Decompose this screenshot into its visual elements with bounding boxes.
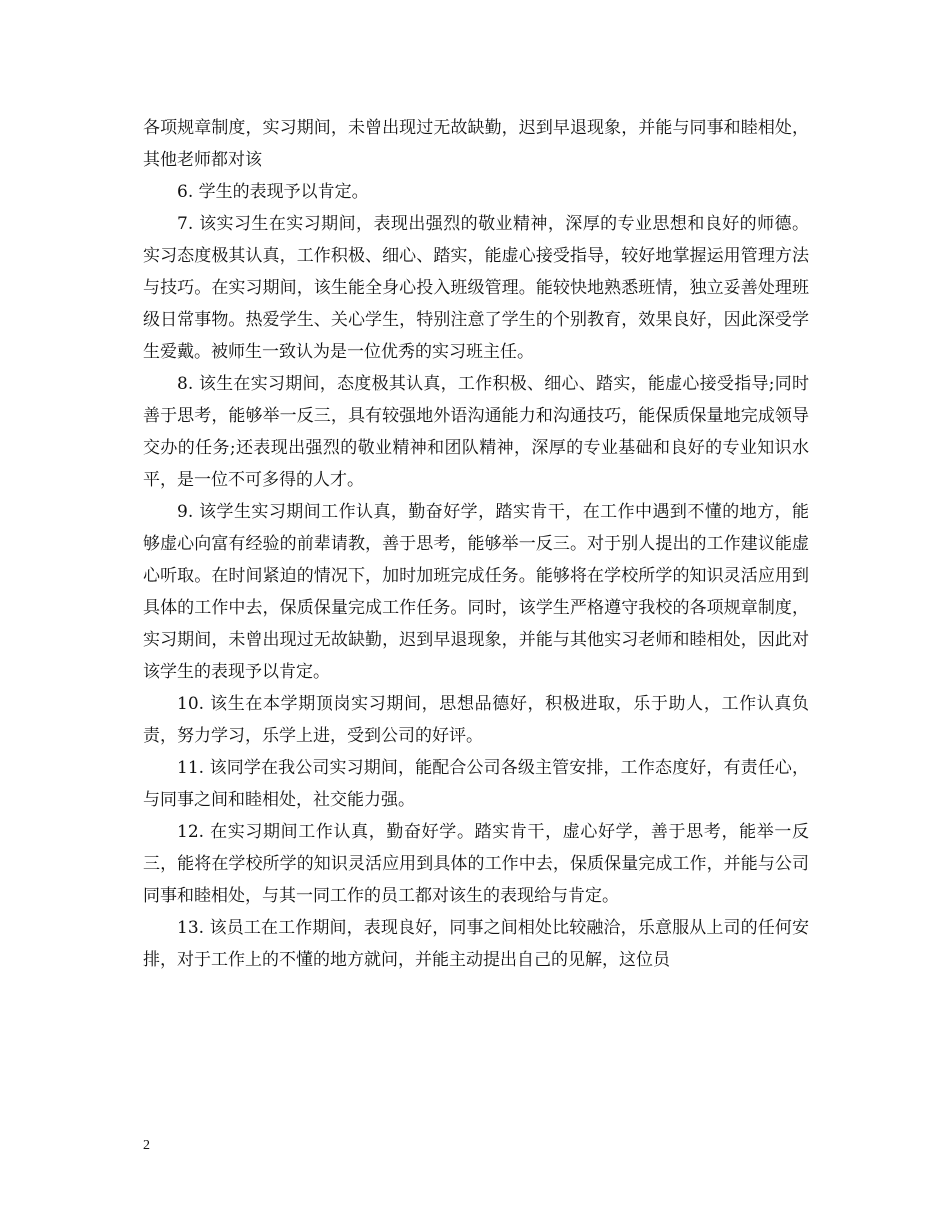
paragraph-12: 12. 在实习期间工作认真，勤奋好学。踏实肯干，虚心好学，善于思考，能举一反三，能将在学校所学的知识灵活应用到具体的工作中去，保质保量完成工作，并能与公司同事和睦相处，与其一同工作的员工都对该生的表现给与肯定。 [143, 822, 809, 906]
paragraph-13: 13. 该员工在工作期间，表现良好，同事之间相处比较融洽，乐意服从上司的任何安排，对于工作上的不懂的地方就问，并能主动提出自己的见解，这位员 [143, 918, 809, 970]
paragraph-9: 9. 该学生实习期间工作认真，勤奋好学，踏实肯干，在工作中遇到不懂的地方，能够虚心向富有经验的前辈请教，善于思考，能够举一反三。对于别人提出的工作建议能虚心听取。在时间紧迫的情况下，加时加班完成任务。能够将在学校所学的知识灵活应用到具体的工作中去，保质保量完成工作任务。同时，该学生严格遵守我校的各项规章制度，实习期间，未曾出现过无故缺勤，迟到早退现象，并能与其他实习老师和睦相处，因此对该学生的表现予以肯定。 [143, 502, 809, 682]
paragraph-7: 7. 该实习生在实习期间，表现出强烈的敬业精神，深厚的专业思想和良好的师德。实习态度极其认真，工作积极、细心、踏实，能虚心接受指导，较好地掌握运用管理方法与技巧。在实习期间，该生能全身心投入班级管理。能较快地熟悉班情，独立妥善处理班级日常事物。热爱学生、关心学生，特别注意了学生的个别教育，效果良好，因此深受学生爱戴。被师生一致认为是一位优秀的实习班主任。 [143, 214, 809, 362]
body-text [143, 112, 809, 976]
paragraph-8: 8. 该生在实习期间，态度极其认真，工作积极、细心、踏实，能虚心接受指导;同时善于思考，能够举一反三，具有较强地外语沟通能力和沟通技巧，能保质保量地完成领导交办的任务;还表现出强烈的敬业精神和团队精神，深厚的专业基础和良好的专业知识水平，是一位不可多得的人才。 [143, 374, 809, 490]
paragraph-6: 6. 学生的表现予以肯定。 [177, 182, 369, 202]
paragraph-11: 11. 该同学在我公司实习期间，能配合公司各级主管安排，工作态度好，有责任心，与同事之间和睦相处，社交能力强。 [143, 758, 809, 810]
page-number: 2 [143, 1138, 150, 1153]
paragraph-continuation: 各项规章制度，实习期间，未曾出现过无故缺勤，迟到早退现象，并能与同事和睦相处，其他老师都对该 [143, 118, 809, 170]
paragraph-10: 10. 该生在本学期顶岗实习期间，思想品德好，积极进取，乐于助人，工作认真负责，努力学习，乐学上进，受到公司的好评。 [143, 694, 809, 746]
